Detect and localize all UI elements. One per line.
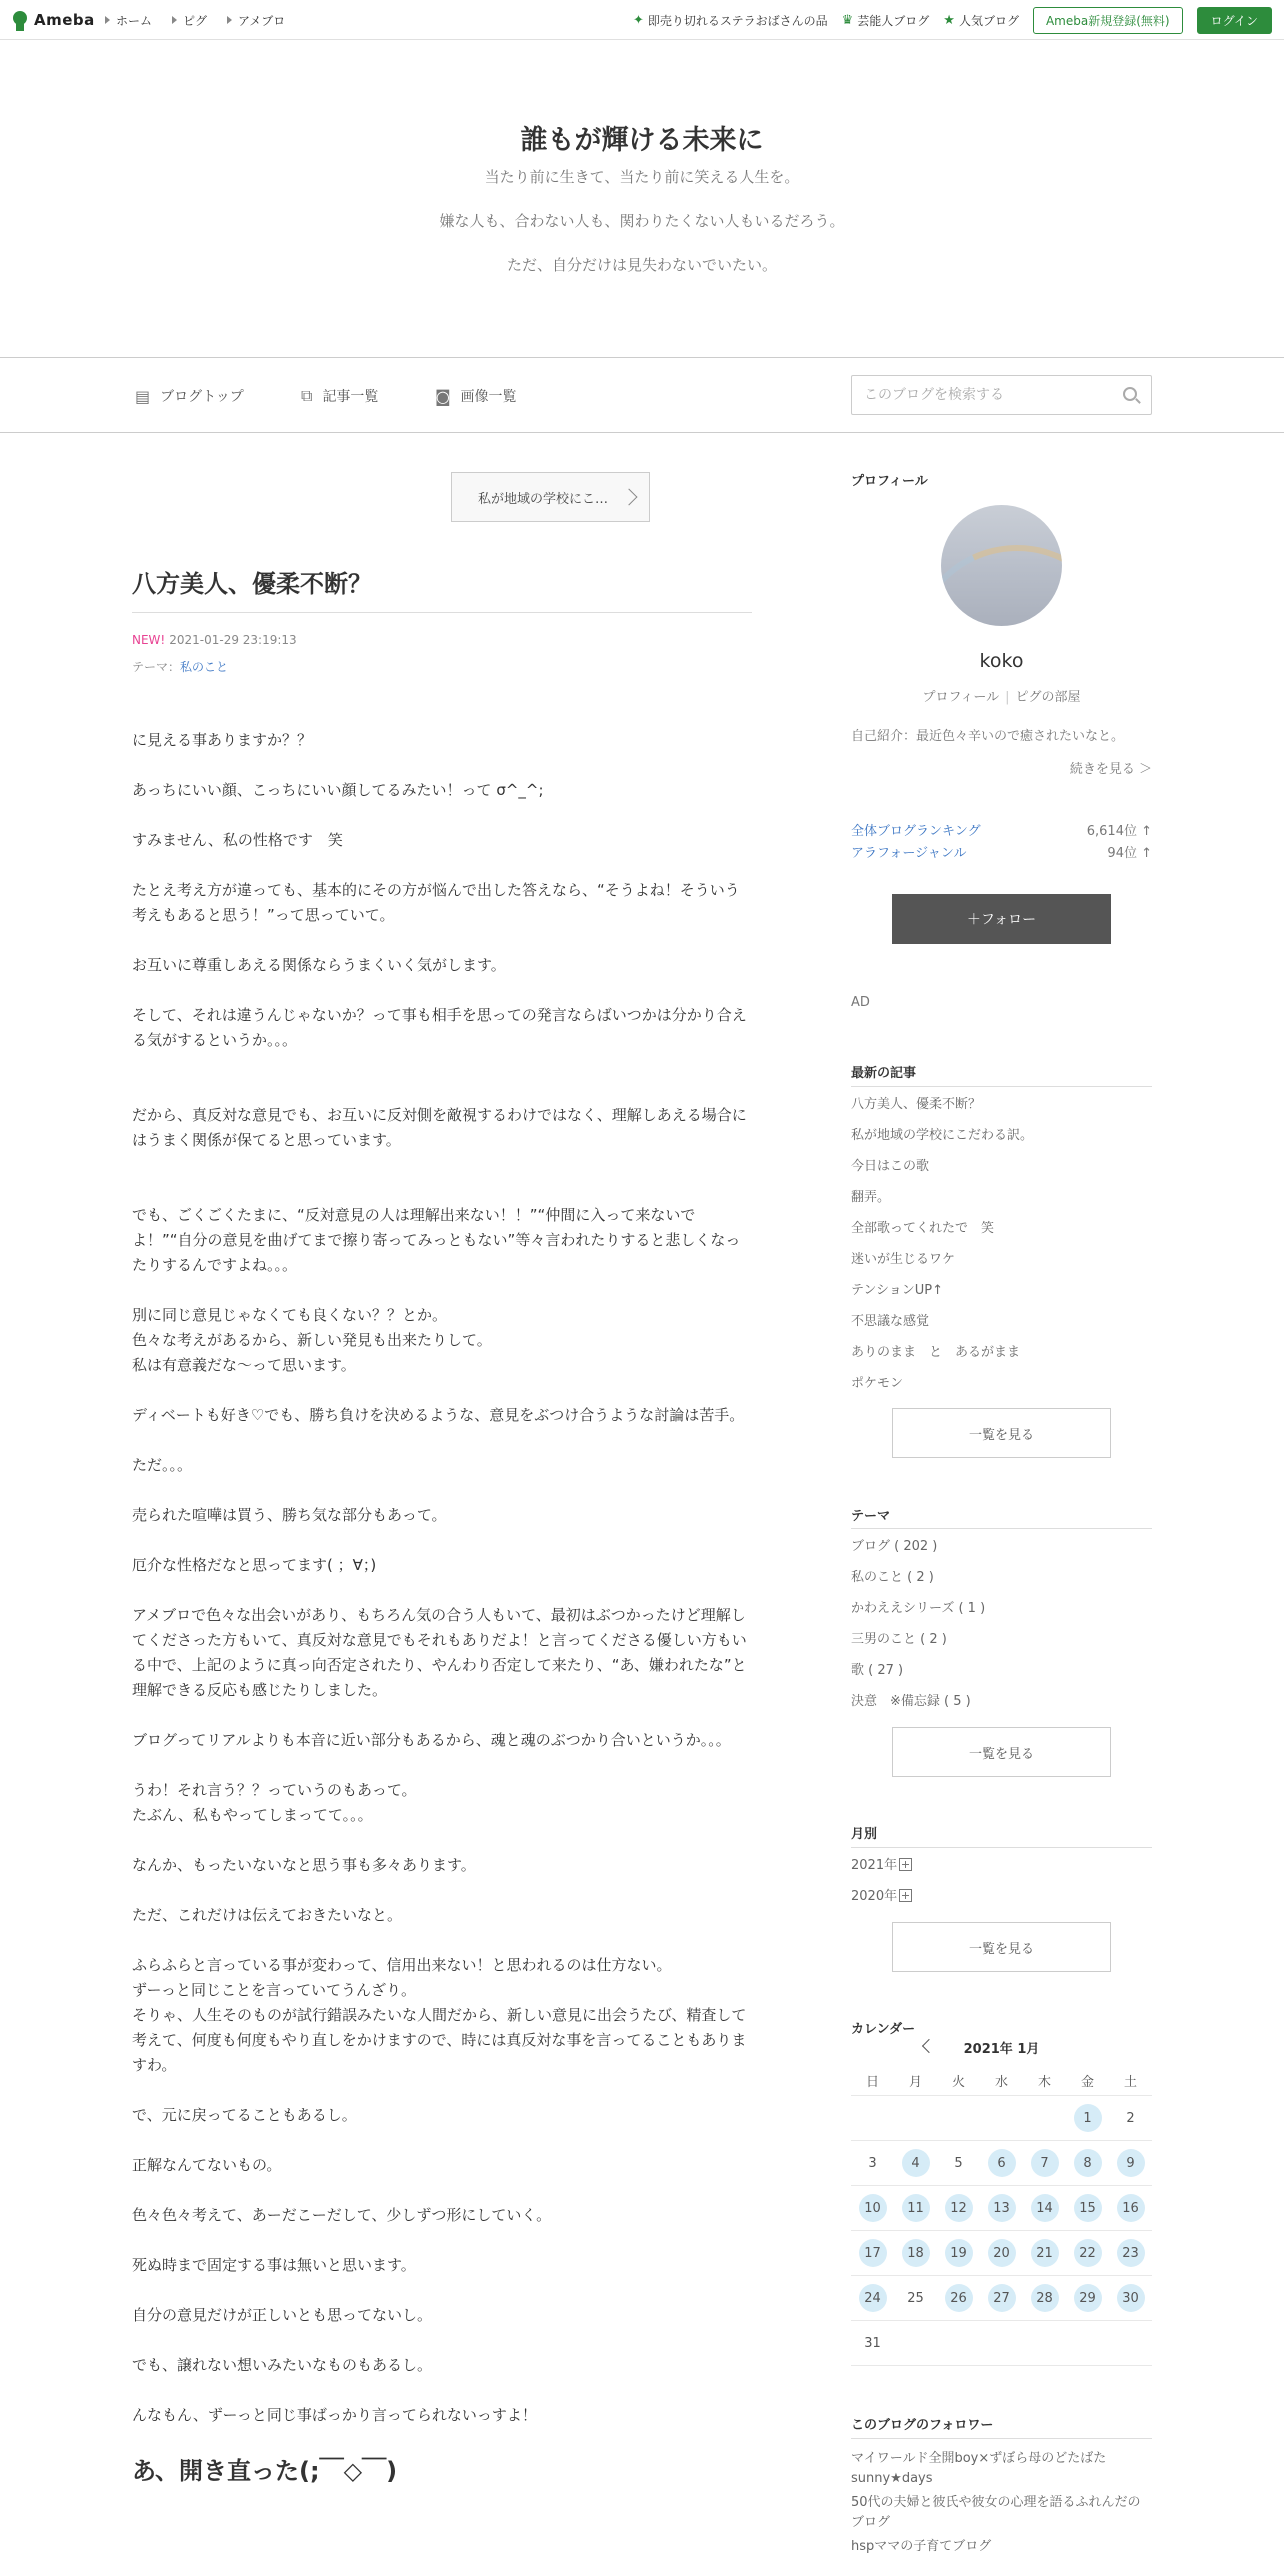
search-icon[interactable] <box>1123 387 1137 401</box>
profile-heading: プロフィール <box>851 474 928 489</box>
nav-blog-top[interactable] <box>135 386 244 406</box>
calendar-day[interactable] <box>1023 2284 1066 2312</box>
profile-intro: 自己紹介：最近色々辛いので癒されたいなと。 <box>851 729 1125 744</box>
follower-item[interactable]: マイワールド全開boy×ずぼら母のどたばたsunny★days <box>851 2451 1107 2486</box>
recent-article-item[interactable]: テンションUP↑ <box>851 1283 944 1298</box>
article-paragraph: んなもん、ずーっと同じ事ばっかり言ってられないっすよ！ <box>132 2406 537 2424</box>
article-paragraph: うわ！それ言う？？っていうのもあって。 たぶん、私もやってしまってて。。。 <box>132 1781 417 1824</box>
theme-item[interactable]: 歌 ( 27 ) <box>851 1663 904 1678</box>
popular-blog-link[interactable] <box>943 12 1019 29</box>
article-paragraph: ただ。。。 <box>132 1456 193 1474</box>
month-item[interactable] <box>851 1881 1152 1912</box>
top-nav-pig[interactable] <box>172 12 207 29</box>
ameba-logo[interactable] <box>10 8 95 32</box>
star-icon: ★ <box>943 12 955 28</box>
calendar-day[interactable] <box>980 2239 1023 2267</box>
calendar-day: 31 <box>864 2335 881 2351</box>
article-title[interactable]: 八方美人、優柔不断？ <box>132 570 372 598</box>
calendar-day[interactable] <box>1066 2284 1109 2312</box>
recent-articles-heading: 最新の記事 <box>851 1066 917 1081</box>
theme-heading: テーマ <box>851 1509 891 1524</box>
calendar-day[interactable] <box>980 2284 1023 2312</box>
calendar-day: 2 <box>1126 2110 1135 2126</box>
expand-icon[interactable] <box>899 1858 912 1871</box>
article-paragraph: ふらふらと言っている事が変わって、信用出来ない！と思われるのは仕方ない。 ずーっと同じことを言っていてうんざり。 そりゃ、人生そのものが試行錯誤みたいな人間だから、新しい意見に出会うたび、精査して考えて、何度も何度もやり直しをかけますので、時には真反対な事を言ってることもありますわ。 <box>132 1956 747 2074</box>
calendar-day[interactable] <box>1109 2194 1152 2222</box>
top-nav-home[interactable] <box>105 12 152 29</box>
article-paragraph: でも、譲れない想いみたいなものもあるし。 <box>132 2356 433 2374</box>
article-paragraph: 死ぬ時まで固定する事は無いと思います。 <box>132 2256 416 2274</box>
top-nav-ameblo[interactable] <box>227 12 285 29</box>
calendar-day-link[interactable]: 10 <box>859 2194 887 2222</box>
weekday-label: 日 <box>865 2075 879 2090</box>
calendar-day-link[interactable]: 9 <box>1117 2149 1145 2177</box>
nav-image-list-label: 画像一覧 <box>460 389 517 405</box>
calendar-day-link[interactable]: 14 <box>1031 2194 1059 2222</box>
triangle-icon <box>227 16 232 24</box>
new-badge: NEW! <box>132 633 166 647</box>
divider <box>851 1086 1152 1087</box>
weekday-label: 火 <box>951 2075 965 2090</box>
previous-article-label: 私が地域の学校にこ… <box>478 491 609 507</box>
weekday-label: 木 <box>1037 2075 1051 2090</box>
calendar-day[interactable] <box>851 2239 894 2267</box>
calendar-day-link[interactable]: 16 <box>1117 2194 1145 2222</box>
article-date: 2021-01-29 23:19:13 <box>169 633 297 647</box>
ranking-label[interactable]: アラフォージャンル <box>851 846 967 861</box>
calendar-day-link[interactable]: 4 <box>902 2149 930 2177</box>
pig-room-link[interactable]: ピグの部屋 <box>1015 690 1081 705</box>
celebrity-blog-label: 芸能人ブログ <box>857 13 930 28</box>
ranking-value: 94位 ↑ <box>1107 846 1152 861</box>
previous-article-button[interactable] <box>451 472 650 522</box>
calendar-week-row <box>851 2321 1152 2366</box>
top-nav-label: ホーム <box>116 13 153 28</box>
article-paragraph: 色々色々考えて、あーだこーだして、少しずつ形にしていく。 <box>132 2206 552 2224</box>
calendar-week-row <box>851 2141 1152 2186</box>
theme-list <box>851 1531 1152 1717</box>
calendar-day-link[interactable]: 13 <box>988 2194 1016 2222</box>
calendar-day-link[interactable]: 24 <box>859 2284 887 2312</box>
ranking-row <box>851 842 1152 861</box>
triangle-icon <box>172 16 177 24</box>
weekday-label: 月 <box>908 2075 922 2090</box>
celebrity-blog-link[interactable] <box>842 12 930 29</box>
top-nav-label: ピグ <box>183 13 208 28</box>
calendar-day[interactable] <box>937 2284 980 2312</box>
calendar-day-link[interactable]: 11 <box>902 2194 930 2222</box>
calendar-day: 3 <box>868 2155 877 2171</box>
calendar-day[interactable] <box>894 2149 937 2177</box>
theme-item[interactable]: ブログ ( 202 ) <box>851 1539 938 1554</box>
camera-icon: ◙ <box>435 386 451 406</box>
theme-item[interactable]: かわええシリーズ ( 1 ) <box>851 1601 986 1616</box>
popular-blog-label: 人気ブログ <box>958 13 1019 28</box>
calendar-day-link[interactable]: 27 <box>988 2284 1016 2312</box>
article-theme-link[interactable]: 私のこと <box>180 660 229 674</box>
calendar-day-link[interactable]: 19 <box>945 2239 973 2267</box>
calendar-day-link[interactable]: 12 <box>945 2194 973 2222</box>
top-nav <box>105 0 285 40</box>
month-label: 2021年 <box>851 1858 898 1873</box>
weekday-label: 土 <box>1123 2075 1137 2090</box>
calendar-day-link[interactable]: 15 <box>1074 2194 1102 2222</box>
calendar-day-link[interactable]: 1 <box>1074 2104 1102 2132</box>
article-paragraph: ブログってリアルよりも本音に近い部分もあるから、魂と魂のぶつかり合いというか。。。 <box>132 1731 731 1749</box>
recent-article-item[interactable]: 八方美人、優柔不断？ <box>851 1097 982 1112</box>
profile-name[interactable]: koko <box>979 650 1024 672</box>
calendar-grid <box>851 2066 1152 2366</box>
calendar-day: 25 <box>907 2290 924 2306</box>
calendar-day[interactable] <box>1066 2104 1109 2132</box>
blog-search <box>851 375 1152 415</box>
follower-item[interactable]: hspママの子育てブログ <box>851 2539 992 2554</box>
calendar-day[interactable] <box>937 2194 980 2222</box>
article-paragraph: そして、それは違うんじゃないか？って事も相手を思っての発言ならばいつかは分かり合える気がするというか。。。 <box>132 1006 747 1049</box>
blog-title[interactable]: 誰もが輝ける未来に <box>520 125 764 156</box>
ranking-row <box>851 820 1152 839</box>
article-paragraph: ディベートも好き♡でも、勝ち負けを決めるような、意見をぶつけ合うような討論は苦手。 <box>132 1406 745 1424</box>
article-paragraph: でも、ごくごくたまに、“反対意見の人は理解出来ない！！”“仲間に入って来ないでよ！”“自分の意見を曲げてまで擦り寄ってみっともない”等々言われたりすると悲しくなったりするんですよね。。。 <box>132 1206 741 1274</box>
article-paragraph: で、元に戻ってることもあるし。 <box>132 2106 357 2124</box>
calendar-day-link[interactable]: 7 <box>1031 2149 1059 2177</box>
blog-nav-bar <box>0 357 1284 433</box>
article-paragraph: すみません、私の性格です 笑 <box>132 831 343 849</box>
calendar-day[interactable] <box>980 2149 1023 2177</box>
ranking-value: 6,614位 ↑ <box>1086 824 1152 839</box>
separator: | <box>1005 690 1010 705</box>
nav-blog-top-label: ブログトップ <box>160 389 244 405</box>
calendar-day[interactable] <box>1066 2239 1109 2267</box>
ameba-logo-icon <box>10 9 30 31</box>
followers-heading: このブログのフォロワー <box>851 2418 994 2433</box>
divider <box>851 2438 1152 2439</box>
calendar-day[interactable] <box>894 2239 937 2267</box>
nav-image-list[interactable] <box>435 386 517 406</box>
article-paragraph: だから、真反対な意見でも、お互いに反対側を敵視するわけではなく、理解しあえる場合にはうまく関係が保てると思っています。 <box>132 1106 747 1149</box>
calendar-day[interactable] <box>937 2239 980 2267</box>
article-paragraph: アメブロで色々な出会いがあり、もちろん気の合う人もいて、最初はぶつかったけど理解してくださった方もいて、真反対な意見でもそれもありだよ！と言ってくださる優しい方もいる中で、上記のように真っ向否定されたり、やんわり否定して来たり、“あ、嫌われたな”と理解できる反応も感じたりしました。 <box>132 1606 747 1699</box>
article-paragraph: 正解なんてないもの。 <box>132 2156 282 2174</box>
recent-articles-list <box>851 1089 1152 1399</box>
weekday-label: 金 <box>1080 2075 1094 2090</box>
calendar-day[interactable] <box>1109 2149 1152 2177</box>
monthly-heading: 月別 <box>851 1827 878 1842</box>
calendar-day-link[interactable]: 30 <box>1117 2284 1145 2312</box>
promo-link[interactable] <box>633 12 828 29</box>
calendar-week-row <box>851 2231 1152 2276</box>
calendar-week-row <box>851 2186 1152 2231</box>
calendar-day-link[interactable]: 17 <box>859 2239 887 2267</box>
calendar-heading: カレンダー <box>851 2022 916 2037</box>
follow-button[interactable]: ＋フォロー <box>892 894 1111 944</box>
article-paragraph: ただ、これだけは伝えておきたいなと。 <box>132 1906 403 1924</box>
article-paragraph: に見える事ありますか？？ <box>132 731 313 749</box>
nav-article-list-label: 記事一覧 <box>322 389 379 405</box>
article-subheading: あ、開き直った(;￣◇￣) <box>132 2457 398 2485</box>
monthly-see-all-button[interactable]: 一覧を見る <box>892 1922 1111 1972</box>
calendar-day-link[interactable]: 28 <box>1031 2284 1059 2312</box>
recent-article-item[interactable]: 今日はこの歌 <box>851 1159 930 1174</box>
document-icon: ▤ <box>135 386 151 406</box>
calendar-day[interactable] <box>1109 2239 1152 2267</box>
sparkle-icon: ✦ <box>632 12 644 28</box>
theme-item[interactable]: 私のこと ( 2 ) <box>851 1570 934 1585</box>
article-paragraph: たとえ考え方が違っても、基本的にその方が悩んで出した答えなら、“そうよね！そういう考えもあると思う！”って思っていて。 <box>132 881 740 924</box>
calendar-weekday-row <box>851 2066 1152 2096</box>
chevron-right-icon <box>621 489 638 506</box>
recent-article-item[interactable]: 迷いが生じるワケ <box>851 1252 956 1267</box>
recent-article-item[interactable]: ありのまま と あるがまま <box>851 1345 1021 1360</box>
recent-see-all-button[interactable]: 一覧を見る <box>892 1408 1111 1458</box>
nav-article-list[interactable] <box>301 386 378 406</box>
calendar-day[interactable] <box>1109 2284 1152 2312</box>
copy-icon: ⧉ <box>301 386 313 405</box>
profile-more-link[interactable]: 続きを見る ＞ <box>1069 762 1152 777</box>
calendar-day[interactable] <box>1066 2194 1109 2222</box>
calendar-day[interactable] <box>1023 2194 1066 2222</box>
calendar-day[interactable] <box>1066 2149 1109 2177</box>
monthly-list <box>851 1850 1152 1912</box>
promo-link-label: 即売り切れるステラおばさんの品 <box>647 13 828 28</box>
article-paragraph: なんか、もったいないなと思う事も多々あります。 <box>132 1856 476 1874</box>
blog-description-line: ただ、自分だけは見失わないでいたい。 <box>506 256 777 274</box>
theme-item[interactable]: 決意 ※備忘録 ( 5 ) <box>851 1694 971 1709</box>
calendar-day-link[interactable]: 8 <box>1074 2149 1102 2177</box>
article-paragraph: 売られた喧嘩は買う、勝ち気な部分もあって。 <box>132 1506 447 1524</box>
calendar-day[interactable] <box>980 2194 1023 2222</box>
register-button[interactable]: Ameba新規登録(無料) <box>1033 7 1183 34</box>
profile-link[interactable]: プロフィール <box>922 690 1000 705</box>
calendar-day[interactable] <box>894 2194 937 2222</box>
calendar-week-row <box>851 2096 1152 2141</box>
article-body <box>132 728 750 2486</box>
calendar-day[interactable] <box>1023 2149 1066 2177</box>
weekday-label: 水 <box>994 2075 1008 2090</box>
followers-list <box>851 2449 1152 2557</box>
ad-label: AD <box>851 995 870 1010</box>
expand-icon[interactable] <box>899 1889 912 1902</box>
calendar-day-link[interactable]: 26 <box>945 2284 973 2312</box>
calendar-day-link[interactable]: 29 <box>1074 2284 1102 2312</box>
login-button[interactable]: ログイン <box>1197 7 1272 34</box>
article-paragraph: あっちにいい顔、こっちにいい顔してるみたい！って σ^_^; <box>132 781 544 799</box>
divider <box>851 1528 1152 1529</box>
calendar-day-link[interactable]: 23 <box>1117 2239 1145 2267</box>
crown-icon: ♛ <box>841 12 854 28</box>
article-paragraph: 厄介な性格だなと思ってます( ；∀；) <box>132 1556 377 1574</box>
article-paragraph: お互いに尊重しあえる関係ならうまくいく気がします。 <box>132 956 506 974</box>
recent-article-item[interactable]: 翻弄。 <box>851 1190 891 1205</box>
top-nav-label: アメブロ <box>238 13 286 28</box>
month-label: 2020年 <box>851 1889 898 1904</box>
calendar-day-link[interactable]: 22 <box>1074 2239 1102 2267</box>
ameba-logo-text: Ameba <box>34 11 95 29</box>
calendar-day[interactable] <box>851 2284 894 2312</box>
divider <box>132 612 752 613</box>
theme-item[interactable]: 三男のこと ( 2 ) <box>851 1632 947 1647</box>
triangle-icon <box>105 16 110 24</box>
article-meta <box>132 633 297 647</box>
recent-article-item[interactable]: ポケモン <box>851 1376 904 1391</box>
blog-search-input[interactable] <box>852 376 1112 414</box>
calendar-day[interactable] <box>851 2194 894 2222</box>
follower-item[interactable]: 50代の夫婦と彼氏や彼女の心理を語るふれんだのブログ <box>851 2495 1141 2530</box>
calendar-week-row <box>851 2276 1152 2321</box>
recent-article-item[interactable]: 不思議な感覚 <box>851 1314 930 1329</box>
calendar-day[interactable] <box>1023 2239 1066 2267</box>
calendar-month: 2021年 1月 <box>963 2042 1040 2057</box>
blog-description-line: 当たり前に生きて、当たり前に笑える人生を。 <box>484 168 800 186</box>
article-theme <box>132 658 228 675</box>
calendar-day-link[interactable]: 6 <box>988 2149 1016 2177</box>
profile-links <box>851 686 1152 705</box>
calendar-day-link[interactable]: 21 <box>1031 2239 1059 2267</box>
article-theme-label: テーマ： <box>132 660 181 674</box>
profile-avatar[interactable] <box>941 505 1062 626</box>
month-item[interactable] <box>851 1850 1152 1881</box>
theme-see-all-button[interactable]: 一覧を見る <box>892 1727 1111 1777</box>
top-bar <box>0 0 1284 40</box>
ranking-label[interactable]: 全体ブログランキング <box>851 824 981 839</box>
blog-description-line: 嫌な人も、合わない人も、関わりたくない人もいるだろう。 <box>439 212 845 230</box>
article-paragraph: 自分の意見だけが正しいとも思ってないし。 <box>132 2306 433 2324</box>
calendar-day-link[interactable]: 18 <box>902 2239 930 2267</box>
calendar-day-link[interactable]: 20 <box>988 2239 1016 2267</box>
divider <box>851 1847 1152 1848</box>
recent-article-item[interactable]: 私が地域の学校にこだわる訳。 <box>851 1128 1034 1143</box>
article-paragraph: 別に同じ意見じゃなくても良くない？？とか。 色々な考えがあるから、新しい発見も出来たりして。 私は有意義だな〜って思います。 <box>132 1306 492 1374</box>
recent-article-item[interactable]: 全部歌ってくれたで 笑 <box>851 1221 995 1236</box>
calendar-day: 5 <box>954 2155 963 2171</box>
top-right-links <box>633 0 1272 40</box>
